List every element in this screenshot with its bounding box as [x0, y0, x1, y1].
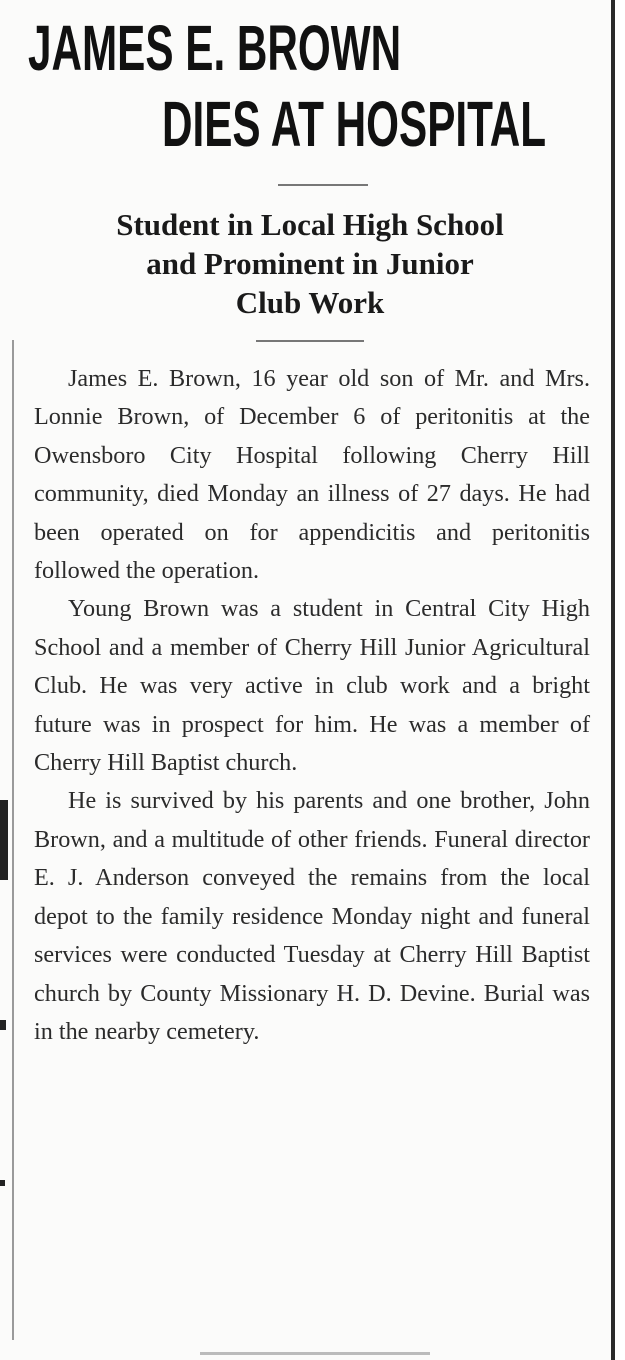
bottom-rule [200, 1352, 430, 1355]
paragraph: Young Brown was a student in Central City High School and a member of Cherry Hill Junior Agricultural Club. He was very active in club work and a bright future was in prospect for him. He was a member of Cherry Hill Baptist church. [34, 595, 590, 777]
margin-fragment [0, 800, 8, 880]
column-rule-right [611, 0, 615, 1360]
headline-line-2: DIES AT HOSPITAL [162, 88, 547, 160]
margin-fragment [0, 1020, 6, 1030]
headline-divider [278, 184, 368, 186]
subhead-line-1: Student in Local High School [116, 207, 504, 242]
article-body [34, 360, 590, 1051]
paragraph: He is survived by his parents and one brother, John Brown, and a multitude of other friends. Funeral director E. J. Anderson conveyed the remains from the local depot to the family residence Monday night and funeral services were conducted Tuesday at Cherry Hill Baptist church by County Missionary H. D. Devine. Burial was in the nearby cemetery. [34, 787, 590, 1045]
headline-line-1: JAMES E. BROWN [28, 12, 402, 84]
subhead-line-3: Club Work [235, 285, 385, 320]
subhead-line-2: and Prominent in Junior [146, 246, 474, 281]
margin-fragment [0, 1180, 5, 1186]
subheadline [20, 205, 600, 322]
paragraph: James E. Brown, 16 year old son of Mr. and Mrs. Lonnie Brown, of December 6 of peritonitis at the Owensboro City Hospital following Cherry Hill community, died Monday an illness of 27 days. He had been operated on for appendicitis and peritonitis followed the operation. [34, 365, 590, 585]
column-rule-left [12, 340, 14, 1340]
subhead-divider [256, 340, 364, 342]
